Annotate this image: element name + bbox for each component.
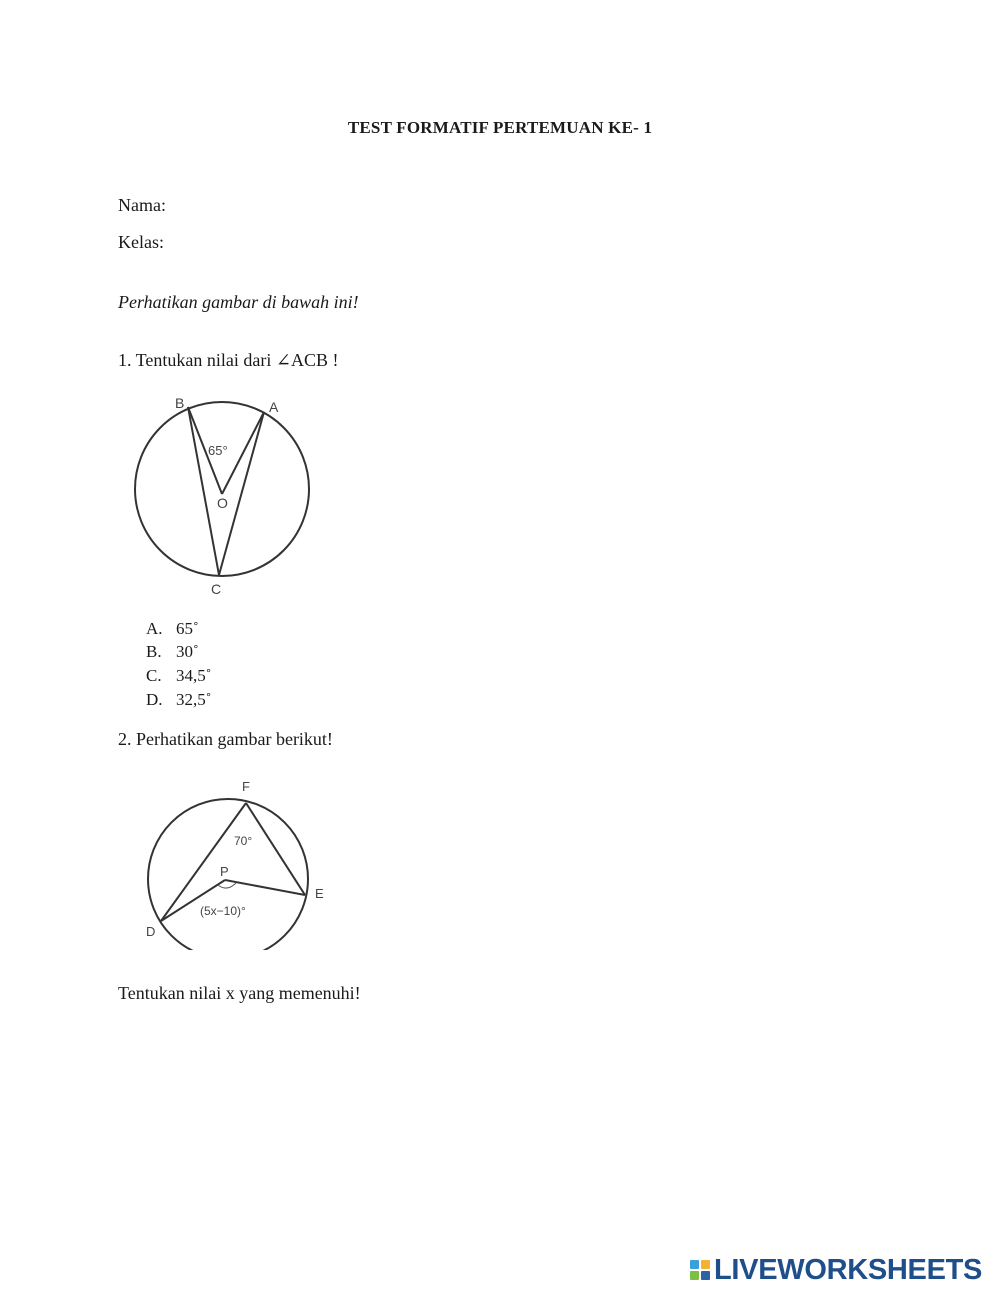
question-1-text: 1. Tentukan nilai dari ∠ACB ! (118, 350, 339, 370)
class-field-label: Kelas: (118, 232, 164, 252)
option-b-value: 30˚ (176, 642, 199, 661)
option-d-letter: D. (146, 690, 163, 709)
circle-1 (135, 402, 309, 576)
option-a-letter: A. (146, 619, 163, 638)
label-f: F (242, 779, 250, 794)
option-b (146, 642, 199, 662)
label-c: C (211, 581, 222, 597)
option-b-letter: B. (146, 642, 162, 661)
segment-ao (222, 412, 264, 494)
label-p: P (220, 864, 229, 879)
question-2-text: 2. Perhatikan gambar berikut! (118, 729, 333, 749)
label-o: O (217, 495, 228, 511)
label-d: D (146, 924, 156, 939)
angle-label-65: 65° (208, 443, 228, 458)
option-d (146, 690, 211, 710)
option-c-value: 34,5˚ (176, 666, 212, 685)
angle-label-70: 70° (234, 834, 253, 848)
page-title: TEST FORMATIF PERTEMUAN KE- 1 (347, 118, 653, 137)
label-a: A (269, 399, 279, 415)
option-d-value: 32,5˚ (176, 690, 212, 709)
option-a-value: 65˚ (176, 619, 199, 638)
option-c (146, 666, 211, 686)
name-field-label: Nama: (118, 195, 166, 215)
logo-mark-icon (690, 1260, 710, 1280)
segment-fe (246, 803, 305, 895)
label-e: E (315, 886, 324, 901)
segment-ac (219, 412, 264, 575)
angle-label-5x-10: (5x−10)° (200, 904, 246, 918)
segment-bc (188, 407, 219, 575)
label-b: B (175, 395, 185, 411)
question-1-figure (125, 388, 325, 603)
logo-text: LIVEWORKSHEETS (714, 1253, 983, 1286)
segment-pe (225, 880, 305, 895)
instruction-text: Perhatikan gambar di bawah ini! (118, 292, 359, 312)
option-a (146, 619, 199, 639)
liveworksheets-logo[interactable] (690, 1252, 982, 1288)
question-2-prompt: Tentukan nilai x yang memenuhi! (118, 983, 361, 1003)
option-c-letter: C. (146, 666, 162, 685)
question-2-figure (138, 775, 338, 950)
